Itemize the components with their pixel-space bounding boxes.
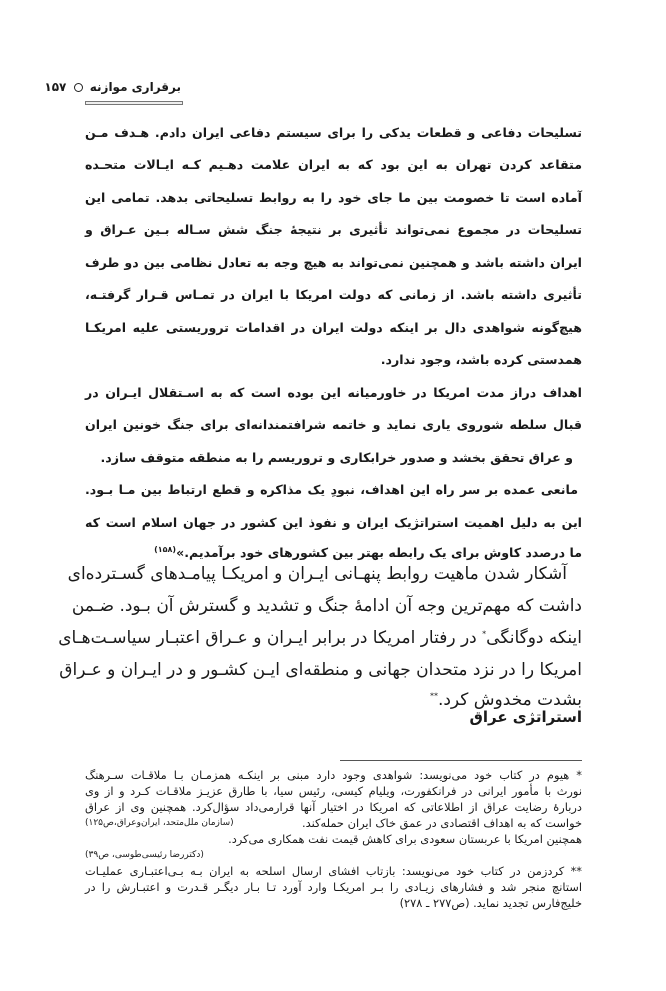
body-line: داشت که مهم‌ترین وجه آن ادامهٔ جنگ و تشدید و گسترش آن بـود. ضـمن — [71, 596, 582, 616]
footnote-citation: (سازمان ملل‌متحد، ایران‌وعراق،ص۱۲۵) — [85, 818, 234, 828]
quote-line: قبال سلطه شوروی یاری نماید و خاتمه شرافتمندانه‌ای برای جنگ خونین ایران — [85, 417, 582, 432]
body-line: آشکار شدن ماهیت روابط پنهـانی ایـران و امریکـا پیامـدهای گسـترده‌ای — [67, 564, 567, 584]
section-heading: استراتژی عراق — [469, 708, 582, 726]
header-title: برقراری موازنه — [89, 80, 181, 94]
quote-reference: (۱۵۸) — [154, 545, 177, 554]
footnote-line: دربارهٔ رضایت عراق از اطلاعاتی که امریکا در اختیار آنها قرارمی‌داد سؤال‌کرد. همچنین وی از عراق — [85, 800, 582, 814]
footnote-mark: ** — [429, 691, 438, 701]
footnote-line: استانچ منجر شد و فشارهای زیـادی را بـر امریکـا وارد آورد تـا بـار دیگـر قـدرت و اعتبـارش را در — [85, 880, 582, 894]
quote-line: تأثیری داشته باشد. از زمانی که دولت امریکا با ایران در تمـاس قـرار گرفتـه، — [85, 287, 582, 302]
body-text: در رفتار امریکا در برابر ایـران و عـراق اعتبـار سیاسـت‌هـای — [58, 628, 477, 648]
footnote-line: نورث با مأمور ایرانی در فرانکفورت، ویلیام کیسی، رئیس سیا، با طارق عزیـز ملاقـات کـرد و از وی — [85, 784, 582, 798]
footnote-text: خواست که به اهداف اقتصادی در عمق خاک ایران حمله‌کند. — [302, 816, 582, 830]
citation-text: (دکتررضا رئیسی‌طوسی، ص۳۹) — [85, 850, 204, 860]
body-line — [58, 628, 582, 648]
footnote-line: خلیج‌فارس تجدید نماید. (ص۲۷۷ ـ ۲۷۸) — [399, 896, 582, 910]
body-line — [85, 690, 582, 710]
footnote-line: همچنین امریکا با عربستان سعودی برای کاهش قیمت نفت همکاری می‌کرد. — [228, 832, 582, 846]
footnote-mark: * — [482, 629, 487, 639]
quote-line: تسلیحات دفاعی و قطعات یدکی را برای سیستم دفاعی ایران دادم. هـدف مـن — [85, 125, 582, 140]
quote-line: متقاعد کردن تهران به این بود که به ایران علامت دهـیم کـه ایـالات متحـده — [85, 157, 582, 172]
circle-separator-icon — [74, 83, 83, 92]
header-rule — [85, 101, 183, 105]
footnote-line — [85, 816, 582, 830]
quote-text: ما درصدد کاوش برای یک رابطه بهتر بین کشورهای خود برآمدیم.» — [176, 545, 582, 561]
quote-line: ایران داشته باشد و همچنین نمی‌تواند به هیچ وجه به تعادل نظامی بین دو طرف — [85, 255, 582, 270]
running-header — [44, 80, 181, 94]
quote-line: همدستی کرده باشد، وجود ندارد. — [380, 352, 582, 367]
body-text: بشدت مخدوش کرد. — [437, 690, 582, 710]
quote-line: اهداف دراز مدت امریکا در خاورمیانه این بوده است که به اسـتقلال ایـران در — [85, 385, 582, 400]
quote-line: این به دلیل اهمیت استراتژیک ایران و نفوذ این کشور در جهان اسلام است که — [85, 515, 582, 530]
quote-line: مانعی عمده بر سر راه این اهداف، نبودِ یک مذاکره و قطع ارتباط بین مـا بـود. — [85, 482, 578, 497]
footnote-line: * هیوم در کتاب خود می‌نویسد: شواهدی وجود دارد مبنی بر اینکـه همزمـان بـا ملاقـات سـرهنگ — [85, 768, 582, 782]
page-number: ۱۵۷ — [44, 80, 67, 94]
body-text: اینکه دوگانگی — [486, 628, 582, 648]
quote-line: و عراق تحقق بخشد و صدور خرابکاری و تروریسم را به منطقه متوقف سازد. — [100, 450, 573, 465]
quote-line — [85, 545, 582, 560]
footnote-rule — [340, 760, 582, 761]
quote-line: هیچ‌گونه شواهدی دال بر اینکه دولت ایران در اقدامات تروریستی علیه امریکـا — [85, 320, 582, 335]
quote-line: آماده است تا خصومت بین ما جای خود را به روابط تسلیحاتی بدهد. تمامی این — [85, 190, 582, 205]
body-line: امریکا را در نزد متحدان جهانی و منطقه‌ای ایـن کشـور و در ایـران و عـراق — [59, 660, 582, 680]
footnote-line: ** کردزمن در کتاب خود می‌نویسد: بازتاب افشای ارسال اسلحه به ایران بـه بـی‌اعتبـاری عملیـات — [85, 864, 582, 878]
quote-line: تسلیحات در مجموع نمی‌تواند تأثیری بر نتیجهٔ جنگ شش سـاله بـین عـراق و — [85, 222, 582, 237]
